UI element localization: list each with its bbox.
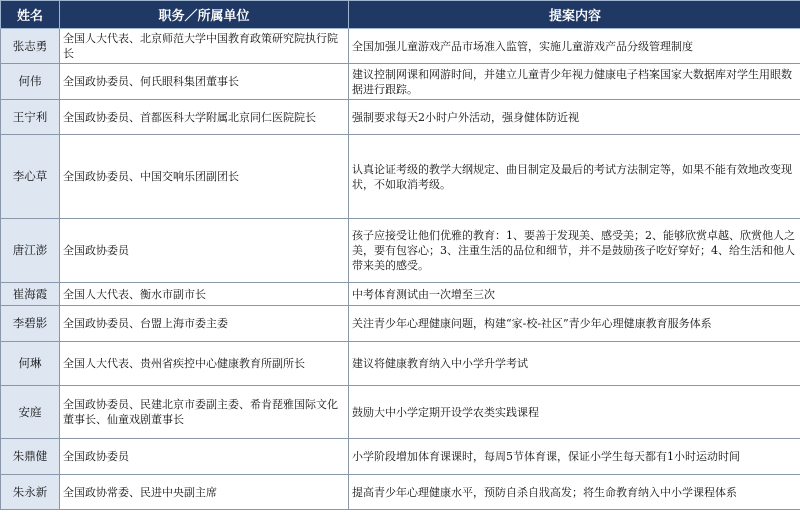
table-row [1, 29, 800, 64]
proposal-cell: 全国加强儿童游戏产品市场准入监管，实施儿童游戏产品分级管理制度 [349, 29, 800, 64]
name-cell: 李心草 [1, 135, 60, 219]
name-cell: 安庭 [1, 386, 60, 439]
proposal-cell: 认真论证考级的教学大纲规定、曲目制定及最后的考试方法制定等，如果不能有效地改变现状，不如取消考级。 [349, 135, 800, 219]
proposal-cell: 孩子应接受让他们优雅的教育：1、要善于发现美、感受美；2、能够欣赏卓越、欣赏他人之美，要有包容心；3、注重生活的品位和细节，并不是鼓励孩子吃好穿好；4、给生活和他人带来美的感受。 [349, 219, 800, 283]
role-cell: 全国政协委员、中国交响乐团副团长 [60, 135, 349, 219]
proposal-cell: 强制要求每天2小时户外活动，强身健体防近视 [349, 100, 800, 135]
name-cell: 王宁利 [1, 100, 60, 135]
role-cell: 全国政协委员 [60, 219, 349, 283]
column-header-name: 姓名 [1, 1, 60, 29]
role-cell: 全国政协委员 [60, 439, 349, 475]
proposal-cell: 建议控制网课和网游时间，并建立儿童青少年视力健康电子档案国家大数据库对学生用眼数据进行跟踪。 [349, 64, 800, 100]
name-cell: 李碧影 [1, 306, 60, 342]
name-cell: 朱永新 [1, 475, 60, 510]
role-cell: 全国政协委员、民建北京市委副主委、希肯琵雅国际文化董事长、仙童戏剧董事长 [60, 386, 349, 439]
name-cell: 何伟 [1, 64, 60, 100]
role-cell: 全国政协委员、台盟上海市委主委 [60, 306, 349, 342]
table-row [1, 100, 800, 135]
proposal-cell: 小学阶段增加体育课课时，每周5节体育课，保证小学生每天都有1小时运动时间 [349, 439, 800, 475]
table-row [1, 283, 800, 306]
table-row [1, 219, 800, 283]
proposal-cell: 关注青少年心理健康问题，构建“家-校-社区”青少年心理健康教育服务体系 [349, 306, 800, 342]
proposal-cell: 提高青少年心理健康水平，预防自杀自戕高发；将生命教育纳入中小学课程体系 [349, 475, 800, 510]
proposal-cell: 建议将健康教育纳入中小学升学考试 [349, 342, 800, 386]
role-cell: 全国政协委员、何氏眼科集团董事长 [60, 64, 349, 100]
role-cell: 全国人大代表、衡水市副市长 [60, 283, 349, 306]
name-cell: 何琳 [1, 342, 60, 386]
table-row [1, 439, 800, 475]
table-row [1, 64, 800, 100]
table-row [1, 475, 800, 510]
role-cell: 全国人大代表、贵州省疾控中心健康教育所副所长 [60, 342, 349, 386]
proposal-cell: 鼓励大中小学定期开设学农类实践课程 [349, 386, 800, 439]
table-row [1, 386, 800, 439]
role-cell: 全国政协常委、民进中央副主席 [60, 475, 349, 510]
table-row [1, 342, 800, 386]
column-header-proposal: 提案内容 [349, 1, 800, 29]
name-cell: 张志勇 [1, 29, 60, 64]
proposal-cell: 中考体育测试由一次增至三次 [349, 283, 800, 306]
name-cell: 崔海霞 [1, 283, 60, 306]
table-body [1, 29, 800, 510]
column-header-role: 职务／所属单位 [60, 1, 349, 29]
table-row [1, 135, 800, 219]
header-row [1, 1, 800, 29]
name-cell: 唐江澎 [1, 219, 60, 283]
table-row [1, 306, 800, 342]
role-cell: 全国政协委员、首都医科大学附属北京同仁医院院长 [60, 100, 349, 135]
role-cell: 全国人大代表、北京师范大学中国教育政策研究院执行院长 [60, 29, 349, 64]
name-cell: 朱鼎健 [1, 439, 60, 475]
